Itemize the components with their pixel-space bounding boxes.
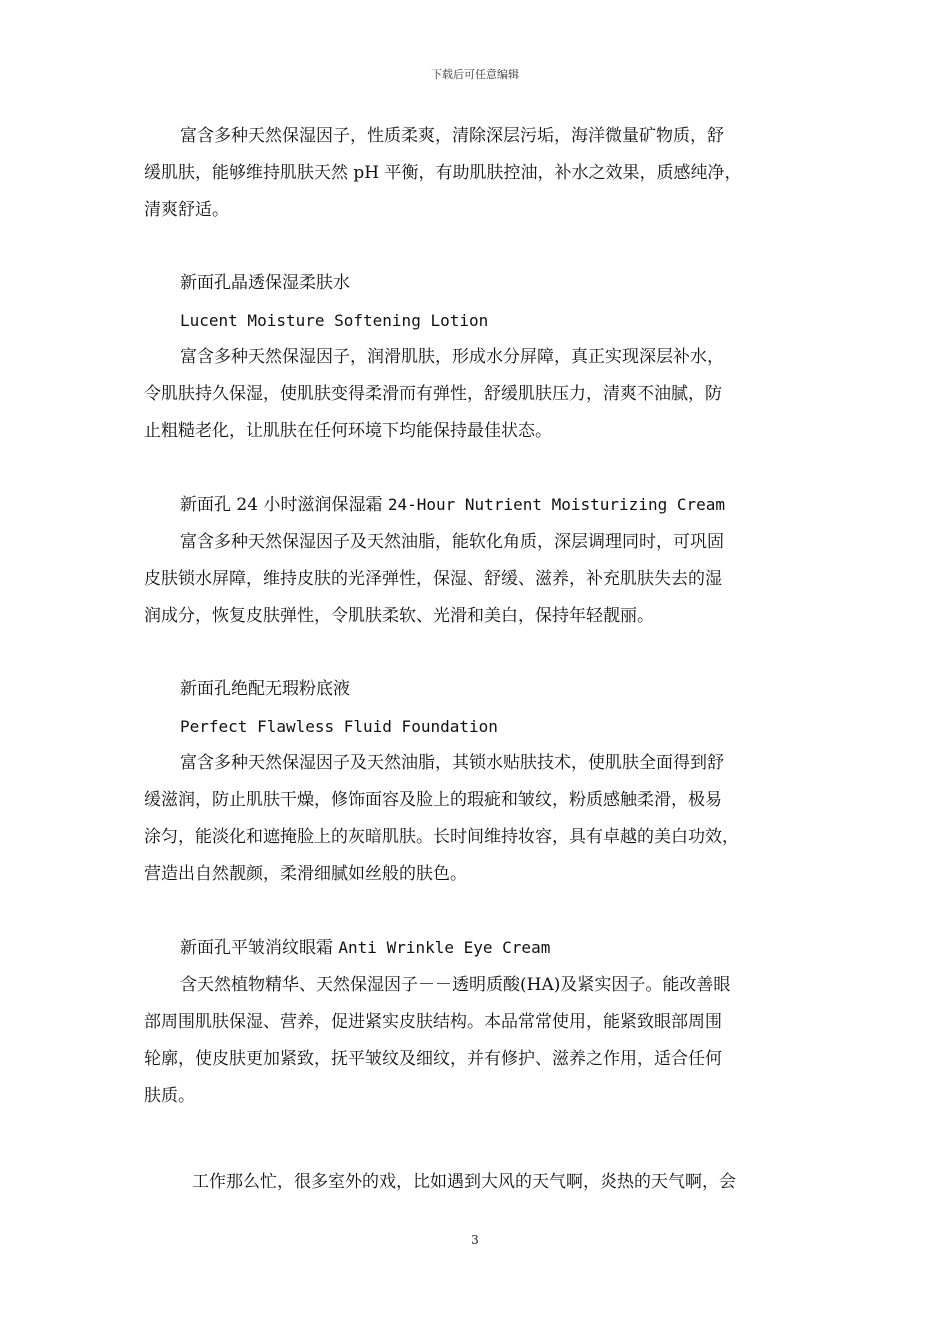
product-title-row <box>144 929 824 967</box>
product-section-2 <box>144 265 824 450</box>
product-title: 新面孔绝配无瑕粉底液 <box>180 679 350 699</box>
description-line: 轮廓，使皮肤更加紧致，抚平皱纹及细纹，并有修护、滋养之作用，适合任何 <box>144 1049 722 1069</box>
product-title: 新面孔 24 小时滋润保湿霜 <box>180 495 383 515</box>
product-title: 新面孔平皱消纹眼霜 <box>180 938 333 958</box>
page-number: 3 <box>471 1233 479 1247</box>
product-title: 新面孔晶透保湿柔肤水 <box>180 273 350 293</box>
product-title-row <box>144 486 824 524</box>
description-line: 止粗糙老化，让肌肤在任何环境下均能保持最佳状态。 <box>144 421 552 441</box>
description-line: 部周围肌肤保湿、营养，促进紧实皮肤结构。本品常常使用，能紧致眼部周围 <box>144 1012 722 1032</box>
product-section-3 <box>144 486 824 635</box>
description-line: 皮肤锁水屏障，维持皮肤的光泽弹性，保湿、舒缓、滋养，补充肌肤失去的湿 <box>144 569 722 589</box>
page-header: 下载后可任意编辑 <box>431 68 519 81</box>
description-line: 缓滋润，防止肌肤干燥，修饰面容及脸上的瑕疵和皱纹，粉质感触柔滑，极易 <box>144 790 722 810</box>
description-line: 涂匀，能淡化和遮掩脸上的灰暗肌肤。长时间维持妆容，具有卓越的美白功效， <box>144 827 739 847</box>
description-line: 肤质。 <box>144 1086 195 1106</box>
description-line: 营造出自然靓颜，柔滑细腻如丝般的肤色。 <box>144 864 467 884</box>
description-line: 润成分，恢复皮肤弹性，令肌肤柔软、光滑和美白，保持年轻靓丽。 <box>144 606 654 626</box>
product-title-en: Anti Wrinkle Eye Cream <box>338 938 551 957</box>
product-section-5 <box>144 929 824 1115</box>
product-subtitle: Lucent Moisture Softening Lotion <box>180 311 489 330</box>
description-line: 缓肌肤，能够维持肌肤天然 pH 平衡，有助肌肤控油，补水之效果，质感纯净， <box>144 163 742 183</box>
description-line: 富含多种天然保湿因子及天然油脂，能软化角质，深层调理同时，可巩固 <box>180 532 724 552</box>
document-body <box>144 118 824 1151</box>
description-line: 富含多种天然保湿因子，润滑肌肤，形成水分屏障，真正实现深层补水， <box>180 347 724 367</box>
description-line: 清爽舒适。 <box>144 200 229 220</box>
description-line: 富含多种天然保湿因子，性质柔爽，清除深层污垢，海洋微量矿物质，舒 <box>180 126 724 146</box>
description-line: 富含多种天然保湿因子及天然油脂，其锁水贴肤技术，使肌肤全面得到舒 <box>180 753 724 773</box>
product-section-4 <box>144 671 824 893</box>
product-title-en: 24-Hour Nutrient Moisturizing Cream <box>387 495 726 514</box>
product-subtitle: Perfect Flawless Fluid Foundation <box>180 717 498 736</box>
description-line: 令肌肤持久保湿，使肌肤变得柔滑而有弹性，舒缓肌肤压力，清爽不油腻，防 <box>144 384 722 404</box>
description-line: 含天然植物精华、天然保湿因子－－透明质酸(HA)及紧实因子。能改善眼 <box>180 975 731 995</box>
closing-line: 工作那么忙，很多室外的戏，比如遇到大风的天气啊，炎热的天气啊，会 <box>192 1172 736 1192</box>
product-section-1 <box>144 118 824 229</box>
